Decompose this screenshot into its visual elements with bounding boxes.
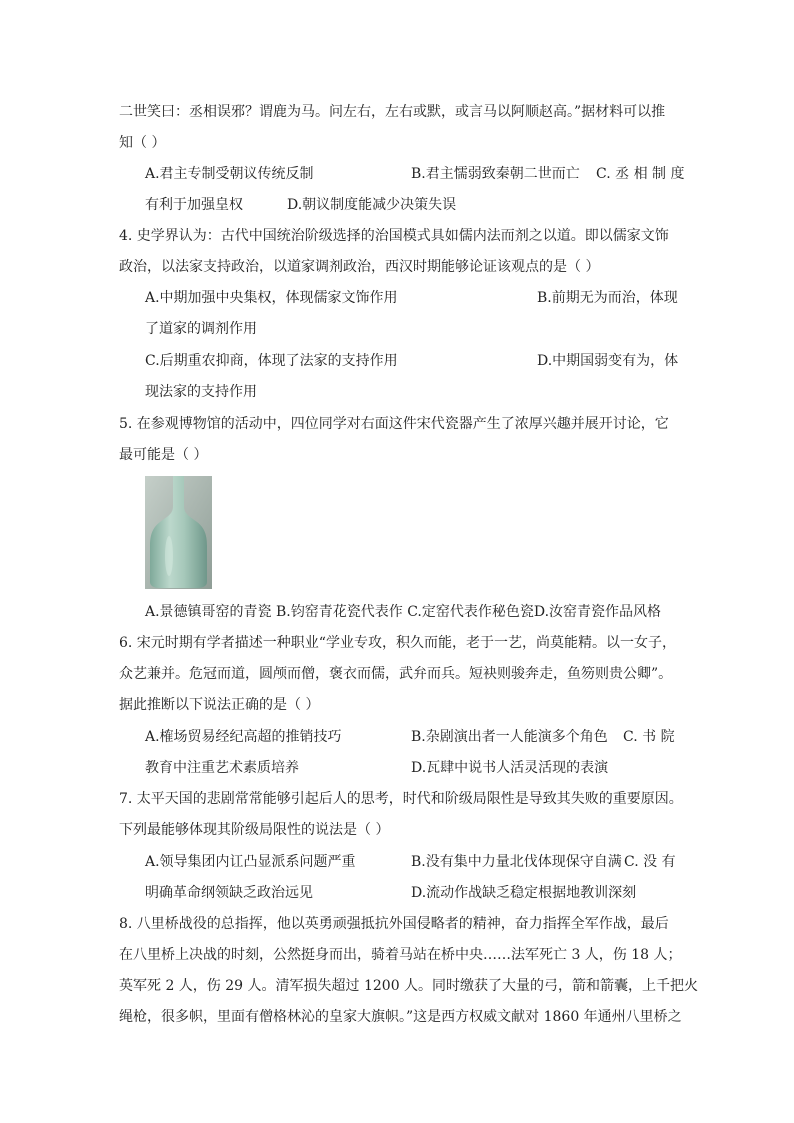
question-text: 绳枪，很多帜，里面有僧格林沁的皇家大旗帜。”这是西方权威文献对 1860 年通州八里桥之 <box>119 1009 682 1025</box>
option-d: D.瓦肆中说书人活灵活现的表演 <box>411 760 609 776</box>
option-c: C. 丞 相 制 度 <box>596 166 685 182</box>
question-text: 在八里桥上决战的时刻，公然挺身而出，骑着马站在桥中央……法军死亡 3 人，伤 18 人； <box>119 947 682 963</box>
option-a: A.领导集团内讧凸显派系问题严重 <box>145 854 356 870</box>
passage-text: 知（ ） <box>119 135 166 151</box>
option-a: A.中期加强中央集权，体现儒家文饰作用 <box>145 290 398 306</box>
option-b: B.没有集中力量北伐体现保守自满 <box>411 854 622 870</box>
question-text: 众艺兼并。危冠而道，圆颅而僧，褒衣而儒，武弁而兵。短袂则骏奔走，鱼笏则贵公卿”。 <box>119 666 673 682</box>
passage-text: 二世笑曰：丞相误邪？谓鹿为马。问左右，左右或默，或言马以阿顺赵高。”据材料可以推 <box>119 104 666 120</box>
option-a: A.君主专制受朝议传统反制 <box>145 166 314 182</box>
question-text: 英军死 2 人，伤 29 人。清军损失超过 1200 人。同时缴获了大量的弓，箭和箭囊，上千把火 <box>119 978 699 994</box>
option-c: C.后期重农抑商，体现了法家的支持作用 <box>145 353 398 369</box>
question-text: 7. 太平天国的悲剧常常能够引起后人的思考，时代和阶级局限性是导致其失败的重要原因。 <box>119 791 683 807</box>
option-d: D.流动作战缺乏稳定根据地教训深刻 <box>411 885 637 901</box>
option-c: C. 书 院 <box>623 729 675 745</box>
options-line: A.景德镇哥窑的青瓷 B.钧窑青花瓷代表作 C.定窑代表作秘色瓷D.汝窑青瓷作品风格 <box>145 604 662 620</box>
option-c-continued: 有利于加强皇权 <box>145 197 243 213</box>
question-text: 据此推断以下说法正确的是（ ） <box>119 697 320 713</box>
option-d: D.朝议制度能减少决策失误 <box>287 197 457 213</box>
option-b-continued: 了道家的调剂作用 <box>145 321 257 337</box>
option-c-continued: 明确革命纲领缺乏政治远见 <box>145 885 313 901</box>
question-text: 8. 八里桥战役的总指挥，他以英勇顽强抵抗外国侵略者的精神，奋力指挥全军作战，最后 <box>119 916 669 932</box>
question-text: 最可能是（ ） <box>119 447 208 463</box>
celadon-vase-photo <box>145 476 212 589</box>
option-a: A.榷场贸易经纪高超的推销技巧 <box>145 729 342 745</box>
option-c-continued: 教育中注重艺术素质培养 <box>145 760 299 776</box>
option-d-continued: 现法家的支持作用 <box>145 384 257 400</box>
option-b: B.前期无为而治，体现 <box>537 290 678 306</box>
option-b: B.杂剧演出者一人能演多个角色 <box>411 729 608 745</box>
question-text: 4. 史学界认为：古代中国统治阶级选择的治国模式具如儒内法而剂之以道。即以儒家文饰 <box>119 228 669 244</box>
question-text: 6. 宋元时期有学者描述一种职业“学业专攻，积久而能，老于一艺，尚莫能精。以一女子， <box>119 635 676 651</box>
option-c: C. 没 有 <box>624 854 676 870</box>
option-b: B.君主懦弱致秦朝二世而亡 <box>411 166 580 182</box>
question-text: 政治，以法家支持政治，以道家调剂政治，西汉时期能够论证该观点的是（ ） <box>119 259 600 275</box>
question-text: 下列最能够体现其阶级局限性的说法是（ ） <box>119 822 390 838</box>
question-text: 5. 在参观博物馆的活动中，四位同学对右面这件宋代瓷器产生了浓厚兴趣并展开讨论，它 <box>119 416 669 432</box>
option-d: D.中期国弱变有为，体 <box>537 353 679 369</box>
